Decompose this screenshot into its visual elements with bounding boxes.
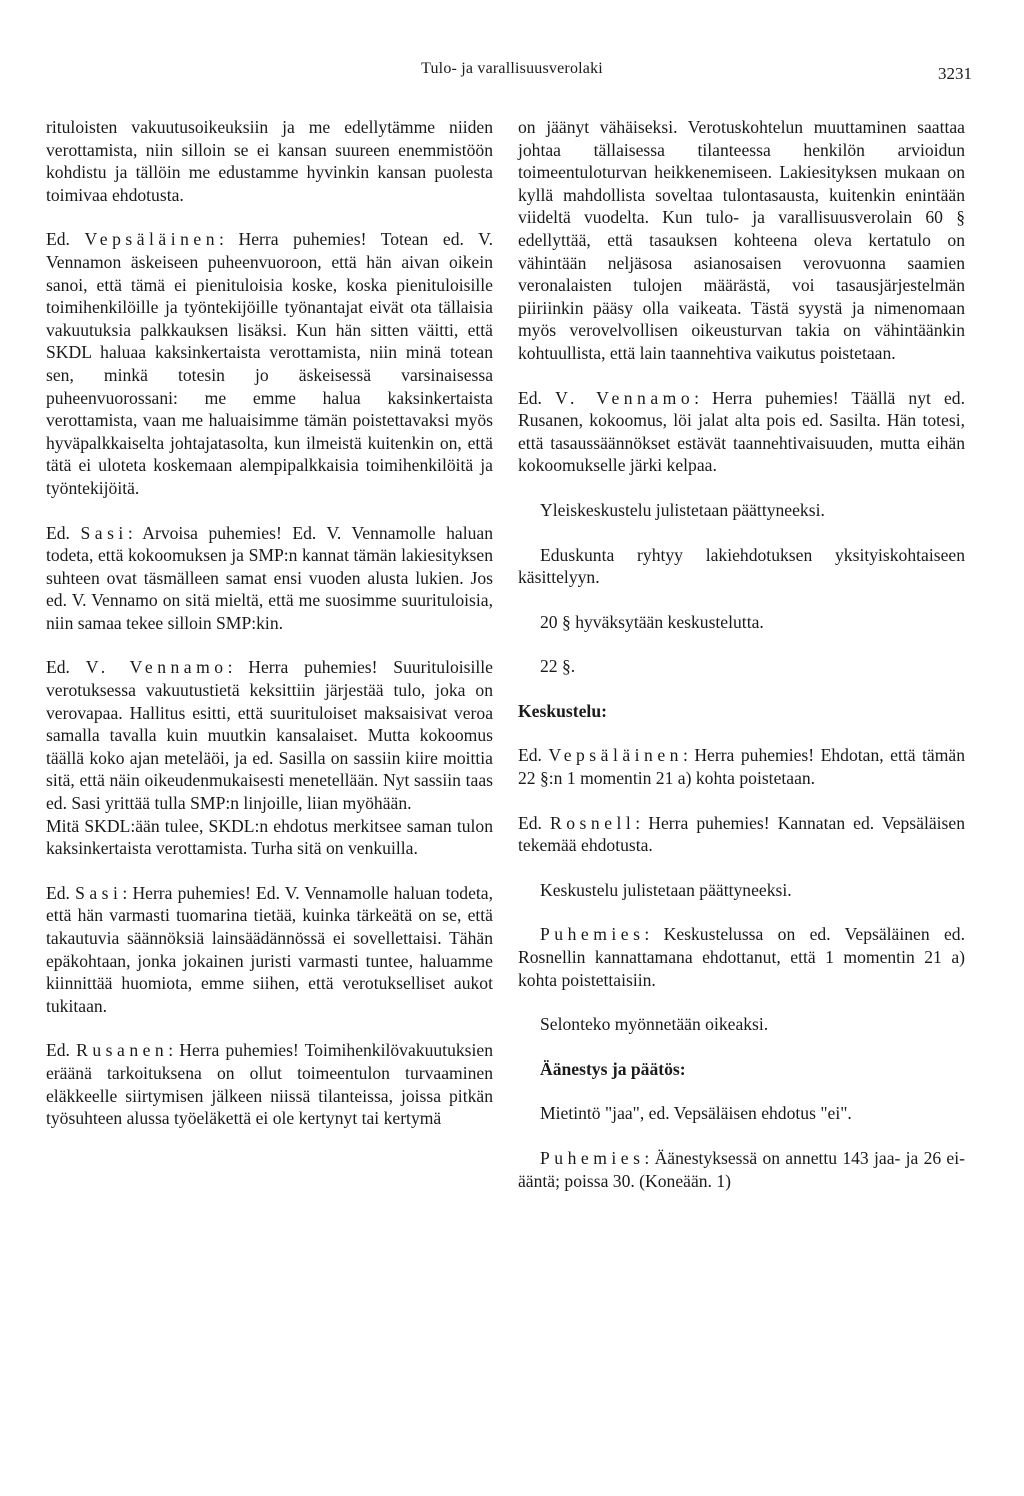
running-header: Tulo- ja varallisuusverolaki: [421, 60, 603, 77]
speech: [46, 522, 493, 635]
speaker-name: Rusanen: [76, 1040, 169, 1061]
speech-prefix: Ed.: [518, 812, 551, 833]
speech-prefix: Ed.: [46, 657, 86, 678]
speech-prefix: Ed.: [518, 745, 549, 766]
speech: [46, 882, 493, 1018]
speech-prefix: Ed.: [46, 1040, 77, 1061]
speech: [518, 923, 965, 991]
page-number: 3231: [938, 64, 972, 83]
speech-text: : Keskustelussa on ed. Vepsäläinen ed. Rosnellin kannattamana ehdottanut, että 1 momentin 21 a) kohta poistettaisiin.: [518, 924, 965, 990]
right-column: [518, 116, 965, 1214]
section-heading: Äänestys ja päätös:: [540, 1058, 686, 1079]
speech: [518, 1147, 965, 1192]
speech-prefix: Ed.: [46, 882, 76, 903]
speech-text: : Arvoisa puhemies! Ed. V. Vennamolle haluan todeta, että kokoomuksen ja SMP:n kannat tämän lakiesityksen suhteen ovat täsmälleen samat ensi vuoden alusta lukien. Jos ed. V. Vennamo on sitä mieltä, että me suosimme suurituloisia, niin samaa tekee silloin SMP:kin.: [46, 522, 494, 633]
speaker-name: Rosnell: [550, 812, 636, 833]
section-heading: Keskustelu:: [518, 700, 607, 721]
speech-text: : Herra puhemies! Ed. V. Vennamolle haluan todeta, että hän varmasti tuomarina tietää, kuinka tärkeätä on se, että takautuvia säännöksiä lainsäädännössä ei sovellettaisi. Tähän epäkohtaan, jonka jokainen juristi varmasti tuntee, haluamme kiinnittää huomiota, emme siihen, että verotukselliset aukot tukitaan.: [46, 882, 493, 1016]
speech-text: : Herra puhemies! Täällä nyt ed. Rusanen, kokoomus, löi jalat alta pois ed. Sasilta. Hän totesi, että tasaussäännökset estävät taannehtivaisuuden, mutta eihän kokoomukselle järki kelpaa.: [518, 387, 966, 476]
paragraph: 22 §.: [540, 656, 576, 677]
paragraph: Mietintö "jaa", ed. Vepsäläisen ehdotus "ei".: [540, 1103, 852, 1124]
speaker-name: Sasi: [75, 882, 123, 903]
paragraph: on jäänyt vähäiseksi. Verotuskohtelun muuttaminen saattaa johtaa tällaisessa tilanteessa henkilön arvioidun toimeentuloturvan heikkenemiseen. Lakiesityksen mukaan on kyllä mahdollista soveltaa tulontasausta, kuitenkin enintään viideltä vuodelta. Kun tulo- ja varallisuusverolain 60 § edellyttää, että tasauksen kohteena oleva kertatulo on vähintään neljäsosa asianosaisen verovuonna saamien veronalaisten tulojen määrästä, voi tasausjärjestelmän piiriinkin pääsy olla vaikeata. Tästä syystä ja nimenomaan myös verovelvollisen oikeusturvan takia on vähintäänkin kohtuullista, että lain taannehtiva vaikutus poistetaan.: [518, 117, 965, 363]
paragraph: rituloisten vakuutusoikeuksiin ja me edellytämme niiden verottamista, niin silloin se ei kansan suureen enemmistöön kohdistu ja tällöin me edustamme hyvinkin kansan puolesta toimivaa ehdotusta.: [46, 117, 493, 205]
speech: [518, 387, 965, 477]
speech: [518, 744, 965, 789]
paragraph: Keskustelu julistetaan päättyneeksi.: [540, 879, 792, 900]
speech-text: : Herra puhemies! Suurituloisille verotuksessa vakuutustietä keksittiin järjestää tulo, joka on verovapaa. Hallitus esitti, että suurituloiset maksaisivat veroa samalla tavalla kuin muutkin kansalaiset. Mutta kokoomus täällä koko ajan meteläöi, ja ed. Sasilla on sassiin kiire moittia sitä, että näin oikeudenmukaisesti menetellään. Nyt sassiin taas ed. Sasi yrittää tulla SMP:n linjoille, liian myöhään.: [46, 657, 493, 814]
speech-text: : Herra puhemies! Totean ed. V. Vennamon äskeiseen puheenvuoroon, että hän aivan oikein sanoi, että tämä ei pienituloisia koske, koska pienituloisille toimihenkilöille ja työntekijöille työnantajat eivät ota tällaisia vakuutuksia palkkauksen lisäksi. Kun hän sitten väitti, että SKDL haluaa kaksinkertaista verottamista, niin minä totean sen, minkä totesin jo äskeisessä varsinaisessa puheenvuorossani: me emme halua kaksinkertaista verottamista, vaan me haluaisimme tämän poistettavaksi myös hyväpalkkaiselta johtajatasolta, kun ilmeistä kuitenkin on, että tätä ei uloteta koskemaan alempipalkkaisia toimihenkilöitä ja työntekijöitä.: [46, 229, 494, 498]
left-column: [46, 116, 493, 1152]
speaker-name: V. Vennamo: [85, 657, 228, 678]
speaker-name: Vepsäläinen: [84, 229, 220, 250]
speaker-name: Puhemies: [540, 1148, 645, 1168]
speaker-name: Vepsäläinen: [548, 745, 683, 766]
paragraph: Eduskunta ryhtyy lakiehdotuksen yksityiskohtaiseen käsittelyyn.: [518, 544, 965, 588]
speech-text: : Herra puhemies! Ehdotan, että tämän 22 §:n 1 momentin 21 a) kohta poistetaan.: [518, 745, 966, 789]
speaker-name: Puhemies: [540, 924, 645, 945]
speaker-name: Sasi: [80, 522, 128, 543]
speech: [46, 228, 493, 499]
speech-prefix: Ed.: [46, 229, 85, 250]
paragraph: Yleiskeskustelu julistetaan päättyneeksi.: [540, 499, 825, 520]
speech-continuation: Mitä SKDL:ään tulee, SKDL:n ehdotus merkitsee saman tulon kaksinkertaista verottamista. Turha sitä on venkuilla.: [46, 815, 493, 859]
speaker-name: V. Vennamo: [555, 387, 695, 408]
speech-prefix: Ed.: [46, 522, 81, 543]
speech-prefix: Ed.: [518, 387, 556, 408]
speech-text: : Herra puhemies! Kannatan ed. Vepsäläisen tekemää ehdotusta.: [518, 812, 965, 856]
speech: [46, 1039, 493, 1129]
paragraph: 20 § hyväksytään keskustelutta.: [540, 611, 764, 632]
speech-text: : Äänestyksessä on annettu 143 jaa- ja 26 ei-ääntä; poissa 30. (Koneään. 1): [518, 1148, 965, 1191]
paragraph: Selonteko myönnetään oikeaksi.: [540, 1014, 769, 1035]
speech: [46, 656, 493, 814]
speech: [518, 812, 965, 857]
speech-text: : Herra puhemies! Toimihenkilövakuutuksien eräänä tarkoituksena on ollut toimeentulon turvaaminen eläkkeelle siirtymisen jälkeen niissä tilanteissa, joissa pitkän työsuhteen alussa työeläkettä ei ole kertynyt tai kertymä: [46, 1040, 494, 1129]
